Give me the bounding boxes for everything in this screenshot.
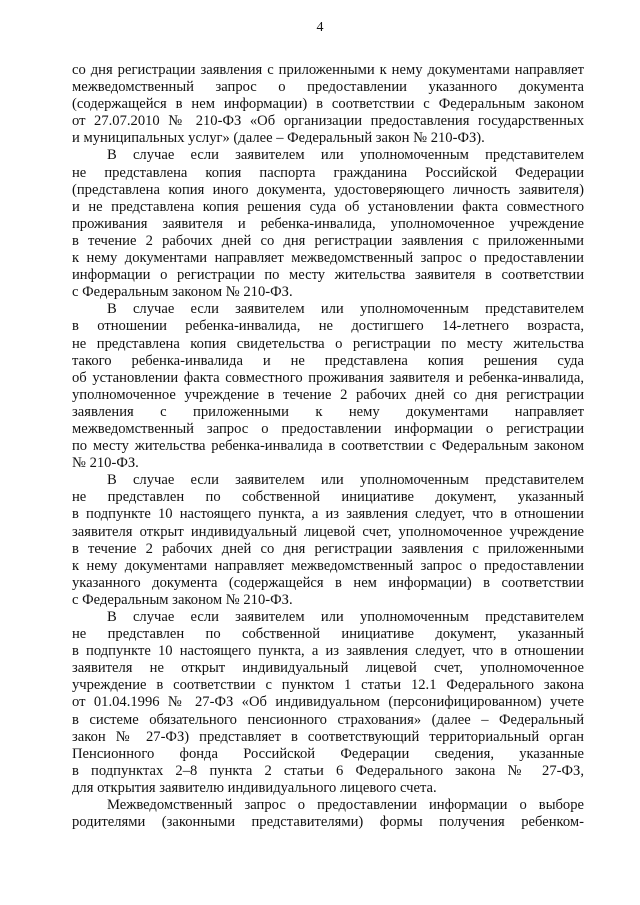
text-line: указанного документа (содержащейся в нем информации) в соответствии — [72, 574, 584, 591]
text-line: в подпунктах 2–8 пункта 2 статьи 6 Федерального закона № 27-ФЗ, — [72, 762, 584, 779]
text-line: к нему документами направляет межведомственный запрос о предоставлении — [72, 557, 584, 574]
text-line: не представлен по собственной инициативе документ, указанный — [72, 626, 584, 643]
text-line: не представлена копия паспорта гражданина Российской Федерации — [72, 164, 584, 181]
text-line: родителями (законными представителями) формы получения ребенком- — [72, 814, 584, 831]
text-line: В случае если заявителем или уполномоченным представителем — [107, 609, 584, 625]
text-line: заявителя не открыт индивидуальный лицевой счет, уполномоченное — [72, 660, 584, 677]
paragraph-6 — [72, 797, 584, 831]
text-line: в течение 2 рабочих дней со дня регистрации заявления с приложенными — [72, 232, 584, 249]
text-line: № 210-ФЗ. — [72, 455, 139, 472]
paragraph-4 — [72, 472, 584, 609]
text-line: с Федеральным законом № 210-ФЗ. — [72, 591, 293, 608]
text-line: такого ребенка-инвалида и не представлена копия решения суда — [72, 352, 584, 369]
page-number: 4 — [316, 20, 324, 35]
text-line: со дня регистрации заявления с приложенными к нему документами направляет — [72, 62, 584, 78]
text-line: и не представлена копия решения суда об установлении факта совместного — [72, 198, 584, 215]
text-line: В случае если заявителем или уполномоченным представителем — [107, 147, 584, 164]
document-body — [72, 62, 584, 831]
text-line: межведомственный запрос о предоставлении указанного документа — [72, 79, 584, 96]
text-line: в отношении ребенка-инвалида, не достигшего 14-летнего возраста, — [72, 318, 584, 335]
text-line: информации о регистрации по месту жительства заявителя в соответствии — [72, 267, 584, 284]
text-line: В случае если заявителем или уполномоченным представителем — [107, 472, 584, 489]
paragraph-2 — [72, 147, 584, 301]
text-line: в подпункте 10 настоящего пункта, а из заявления следует, что в отношении — [72, 506, 584, 523]
paragraph-1 — [72, 62, 584, 147]
text-line: межведомственный запрос о предоставлении информации о регистрации — [72, 420, 584, 437]
text-line: проживания заявителя и ребенка-инвалида, уполномоченное учреждение — [72, 215, 584, 232]
text-line: об установлении факта совместного проживания заявителя и ребенка-инвалида, — [72, 369, 584, 386]
text-line: Межведомственный запрос о предоставлении информации о выборе — [107, 797, 584, 814]
text-line: по месту жительства ребенка-инвалида в соответствии с Федеральным законом — [72, 438, 584, 455]
text-line: уполномоченное учреждение в течение 2 рабочих дней со дня регистрации — [72, 386, 584, 403]
text-line: (представлена копия иного документа, удостоверяющего личность заявителя) — [72, 181, 584, 198]
text-line: закон № 27-ФЗ) представляет в соответствующий территориальный орган — [72, 728, 584, 745]
text-line: В случае если заявителем или уполномоченным представителем — [107, 301, 584, 318]
text-line: в системе обязательного пенсионного страхования» (далее – Федеральный — [72, 711, 584, 728]
text-line: не представлена копия свидетельства о регистрации по месту жительства — [72, 335, 584, 352]
text-line: в подпункте 10 настоящего пункта, а из заявления следует, что в отношении — [72, 643, 584, 660]
text-line: учреждение в соответствии с пунктом 1 статьи 12.1 Федерального закона — [72, 677, 584, 694]
text-line: к нему документами направляет межведомственный запрос о предоставлении — [72, 250, 584, 267]
text-line: от 27.07.2010 № 210-ФЗ «Об организации предоставления государственных — [72, 113, 584, 130]
text-line: не представлен по собственной инициативе документ, указанный — [72, 489, 584, 506]
paragraph-3 — [72, 301, 584, 472]
text-line: в течение 2 рабочих дней со дня регистрации заявления с приложенными — [72, 540, 584, 557]
text-line: для открытия заявителю индивидуального лицевого счета. — [72, 779, 437, 796]
paragraph-5 — [72, 609, 584, 797]
text-line: с Федеральным законом № 210-ФЗ. — [72, 284, 293, 301]
text-line: заявителя открыт индивидуальный лицевой счет, уполномоченное учреждение — [72, 523, 584, 540]
text-line: (содержащейся в нем информации) в соответствии с Федеральным законом — [72, 96, 584, 113]
text-line: от 01.04.1996 № 27-ФЗ «Об индивидуальном (персонифицированном) учете — [72, 694, 584, 711]
text-line: заявления с приложенными к нему документами направляет — [72, 403, 584, 420]
text-line: и муниципальных услуг» (далее – Федеральный закон № 210-ФЗ). — [72, 130, 485, 147]
text-line: Пенсионного фонда Российской Федерации сведения, указанные — [72, 745, 584, 762]
